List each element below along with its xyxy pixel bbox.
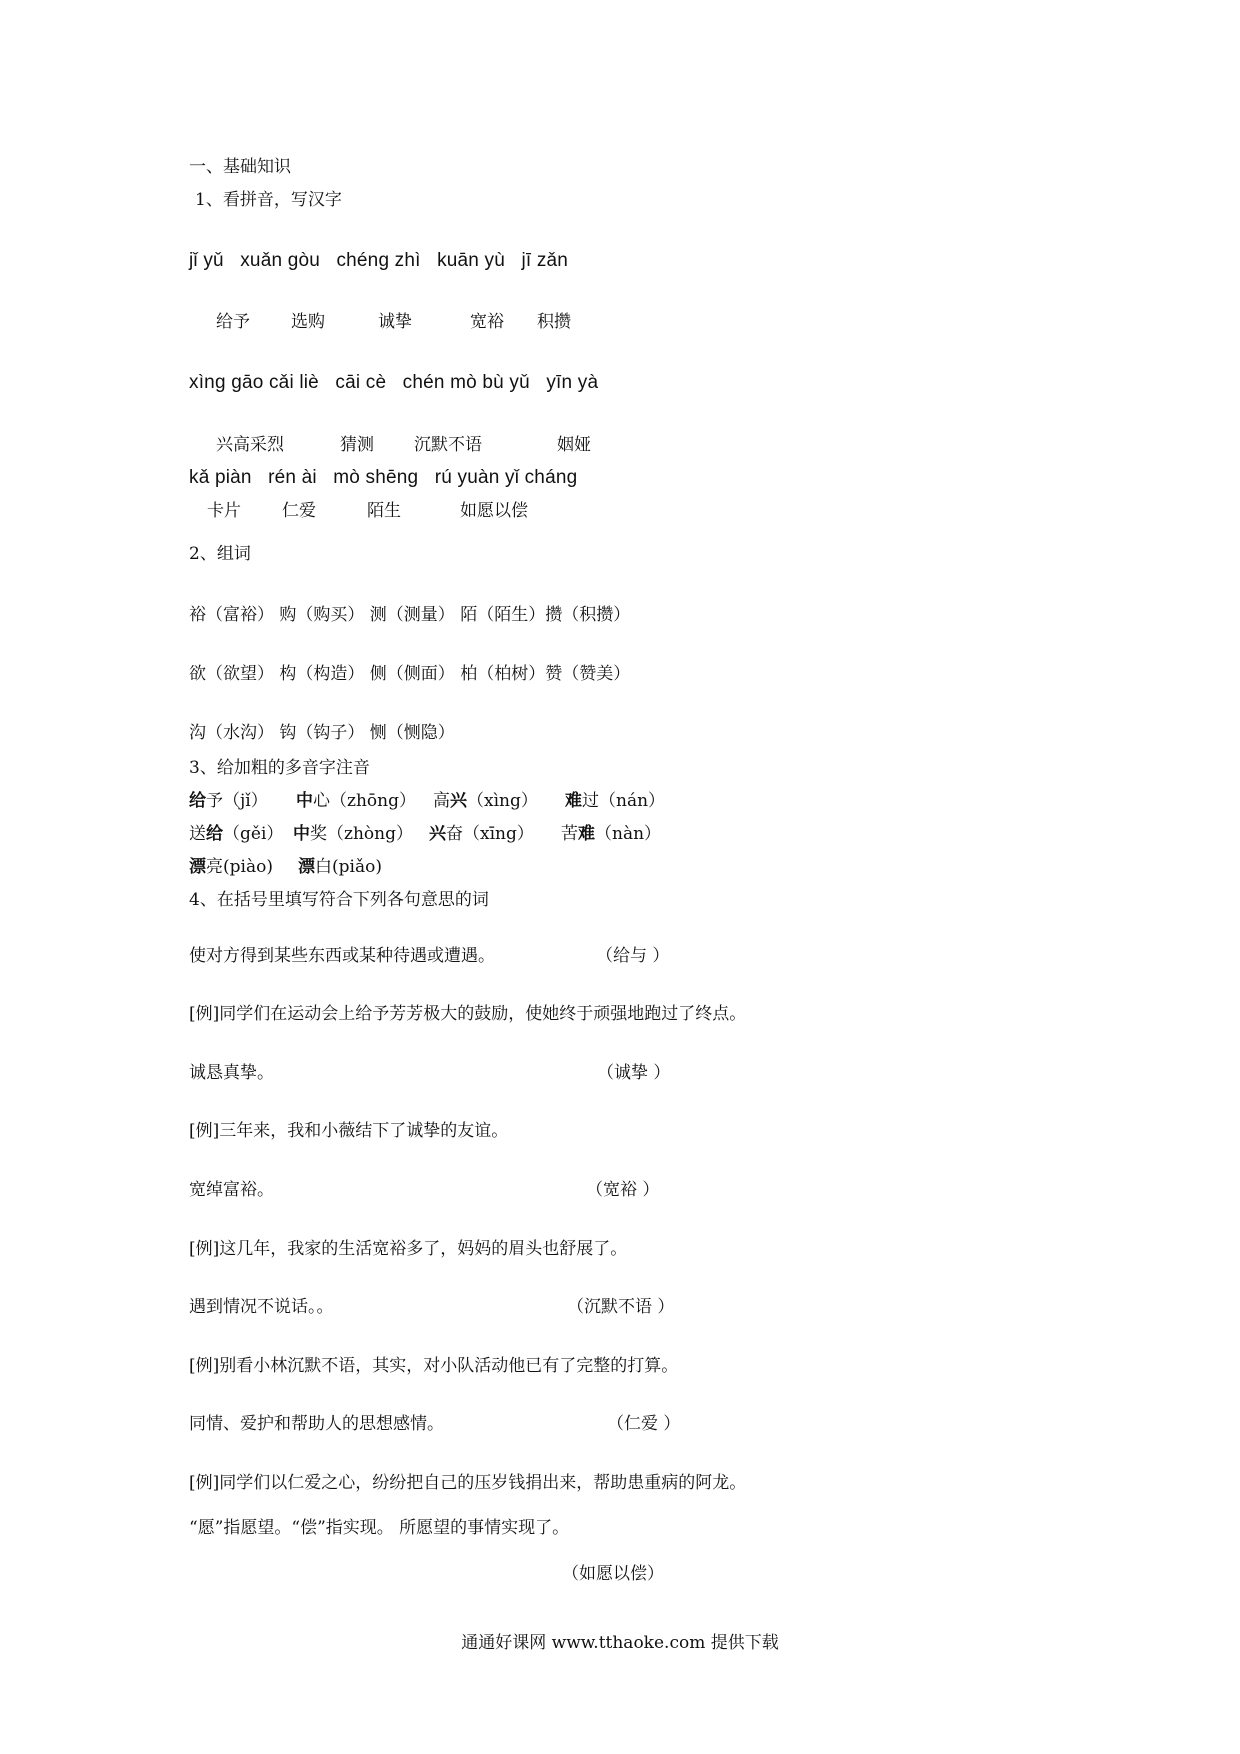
q3-title: 3、给加粗的多音字注音 (189, 758, 370, 778)
answer-word: 积攒 (537, 312, 571, 332)
answer-word: 卡片 (207, 501, 241, 521)
answer-word: 诚挚 (378, 312, 412, 332)
polyphone-item: 中心（zhōng） (296, 791, 416, 811)
answer-word: 猜测 (340, 435, 374, 455)
example-sentence: [例]同学们在运动会上给予芳芳极大的鼓励，使她终于顽强地跑过了终点。 (189, 1004, 747, 1024)
polyphone-item: 漂亮(piào) (189, 857, 273, 877)
definition-answer: （给与 ） (596, 946, 670, 966)
polyphone-item: 苦难（nàn） (561, 824, 662, 844)
page-footer: 通通好课网 www.tthaoke.com 提供下载 (461, 1633, 779, 1653)
polyphone-item: 漂白(piǎo) (298, 857, 382, 877)
definition-answer: （如愿以偿） (562, 1564, 664, 1584)
pinyin-row-1: jǐ yǔ xuǎn gòu chéng zhì kuān yù jī zǎn (189, 250, 569, 271)
definition-answer: （诚挚 ） (597, 1063, 671, 1083)
definition-answer: （沉默不语 ） (567, 1297, 675, 1317)
polyphone-item: 兴奋（xīng） (429, 824, 534, 844)
answer-word: 宽裕 (470, 312, 504, 332)
answer-word: 兴高采烈 (216, 435, 284, 455)
section-heading: 一、基础知识 (189, 157, 291, 177)
q4-title: 4、在括号里填写符合下列各句意思的词 (189, 890, 489, 910)
word-group-row: 沟（水沟） 钩（钩子） 恻（恻隐） (189, 723, 455, 743)
pinyin-row-3: kǎ piàn rén ài mò shēng rú yuàn yǐ cháng (189, 467, 578, 488)
polyphone-item: 给予（jǐ） (189, 791, 268, 811)
word-group-row: 欲（欲望） 构（构造） 侧（侧面） 柏（柏树）赞（赞美） (189, 664, 631, 684)
definition-text: “愿”指愿望。“偿”指实现。 所愿望的事情实现了。 (189, 1518, 570, 1538)
definition-text: 使对方得到某些东西或某种待遇或遭遇。 (189, 946, 495, 966)
definition-text: 宽绰富裕。 (189, 1180, 274, 1200)
polyphone-item: 中奖（zhòng） (293, 824, 413, 844)
answer-word: 如愿以偿 (460, 501, 528, 521)
example-sentence: [例]三年来，我和小薇结下了诚挚的友谊。 (189, 1121, 509, 1141)
definition-text: 诚恳真挚。 (189, 1063, 274, 1083)
answer-word: 陌生 (367, 501, 401, 521)
definition-answer: （宽裕 ） (586, 1180, 660, 1200)
definition-text: 同情、爱护和帮助人的思想感情。 (189, 1414, 444, 1434)
answer-word: 选购 (291, 312, 325, 332)
q1-title: 1、看拼音，写汉字 (195, 190, 342, 210)
polyphone-item: 难过（nán） (565, 791, 666, 811)
answer-word: 仁爱 (282, 501, 316, 521)
answer-word: 给予 (216, 312, 250, 332)
example-sentence: [例]这几年，我家的生活宽裕多了，妈妈的眉头也舒展了。 (189, 1239, 628, 1259)
polyphone-item: 送给（gěi） (189, 824, 284, 844)
pinyin-row-2: xìng gāo cǎi liè cāi cè chén mò bù yǔ yīn yà (189, 372, 599, 393)
polyphone-item: 高兴（xìng） (433, 791, 538, 811)
q2-title: 2、组词 (189, 544, 251, 564)
example-sentence: [例]别看小林沉默不语，其实，对小队活动他已有了完整的打算。 (189, 1356, 679, 1376)
answer-word: 沉默不语 (414, 435, 482, 455)
definition-text: 遇到情况不说话。。 (189, 1297, 334, 1317)
answer-word: 姻娅 (557, 435, 591, 455)
example-sentence: [例]同学们以仁爱之心，纷纷把自己的压岁钱捐出来，帮助患重病的阿龙。 (189, 1473, 747, 1493)
definition-answer: （仁爱 ） (607, 1414, 681, 1434)
word-group-row: 裕（富裕） 购（购买） 测（测量） 陌（陌生）攒（积攒） (189, 605, 631, 625)
